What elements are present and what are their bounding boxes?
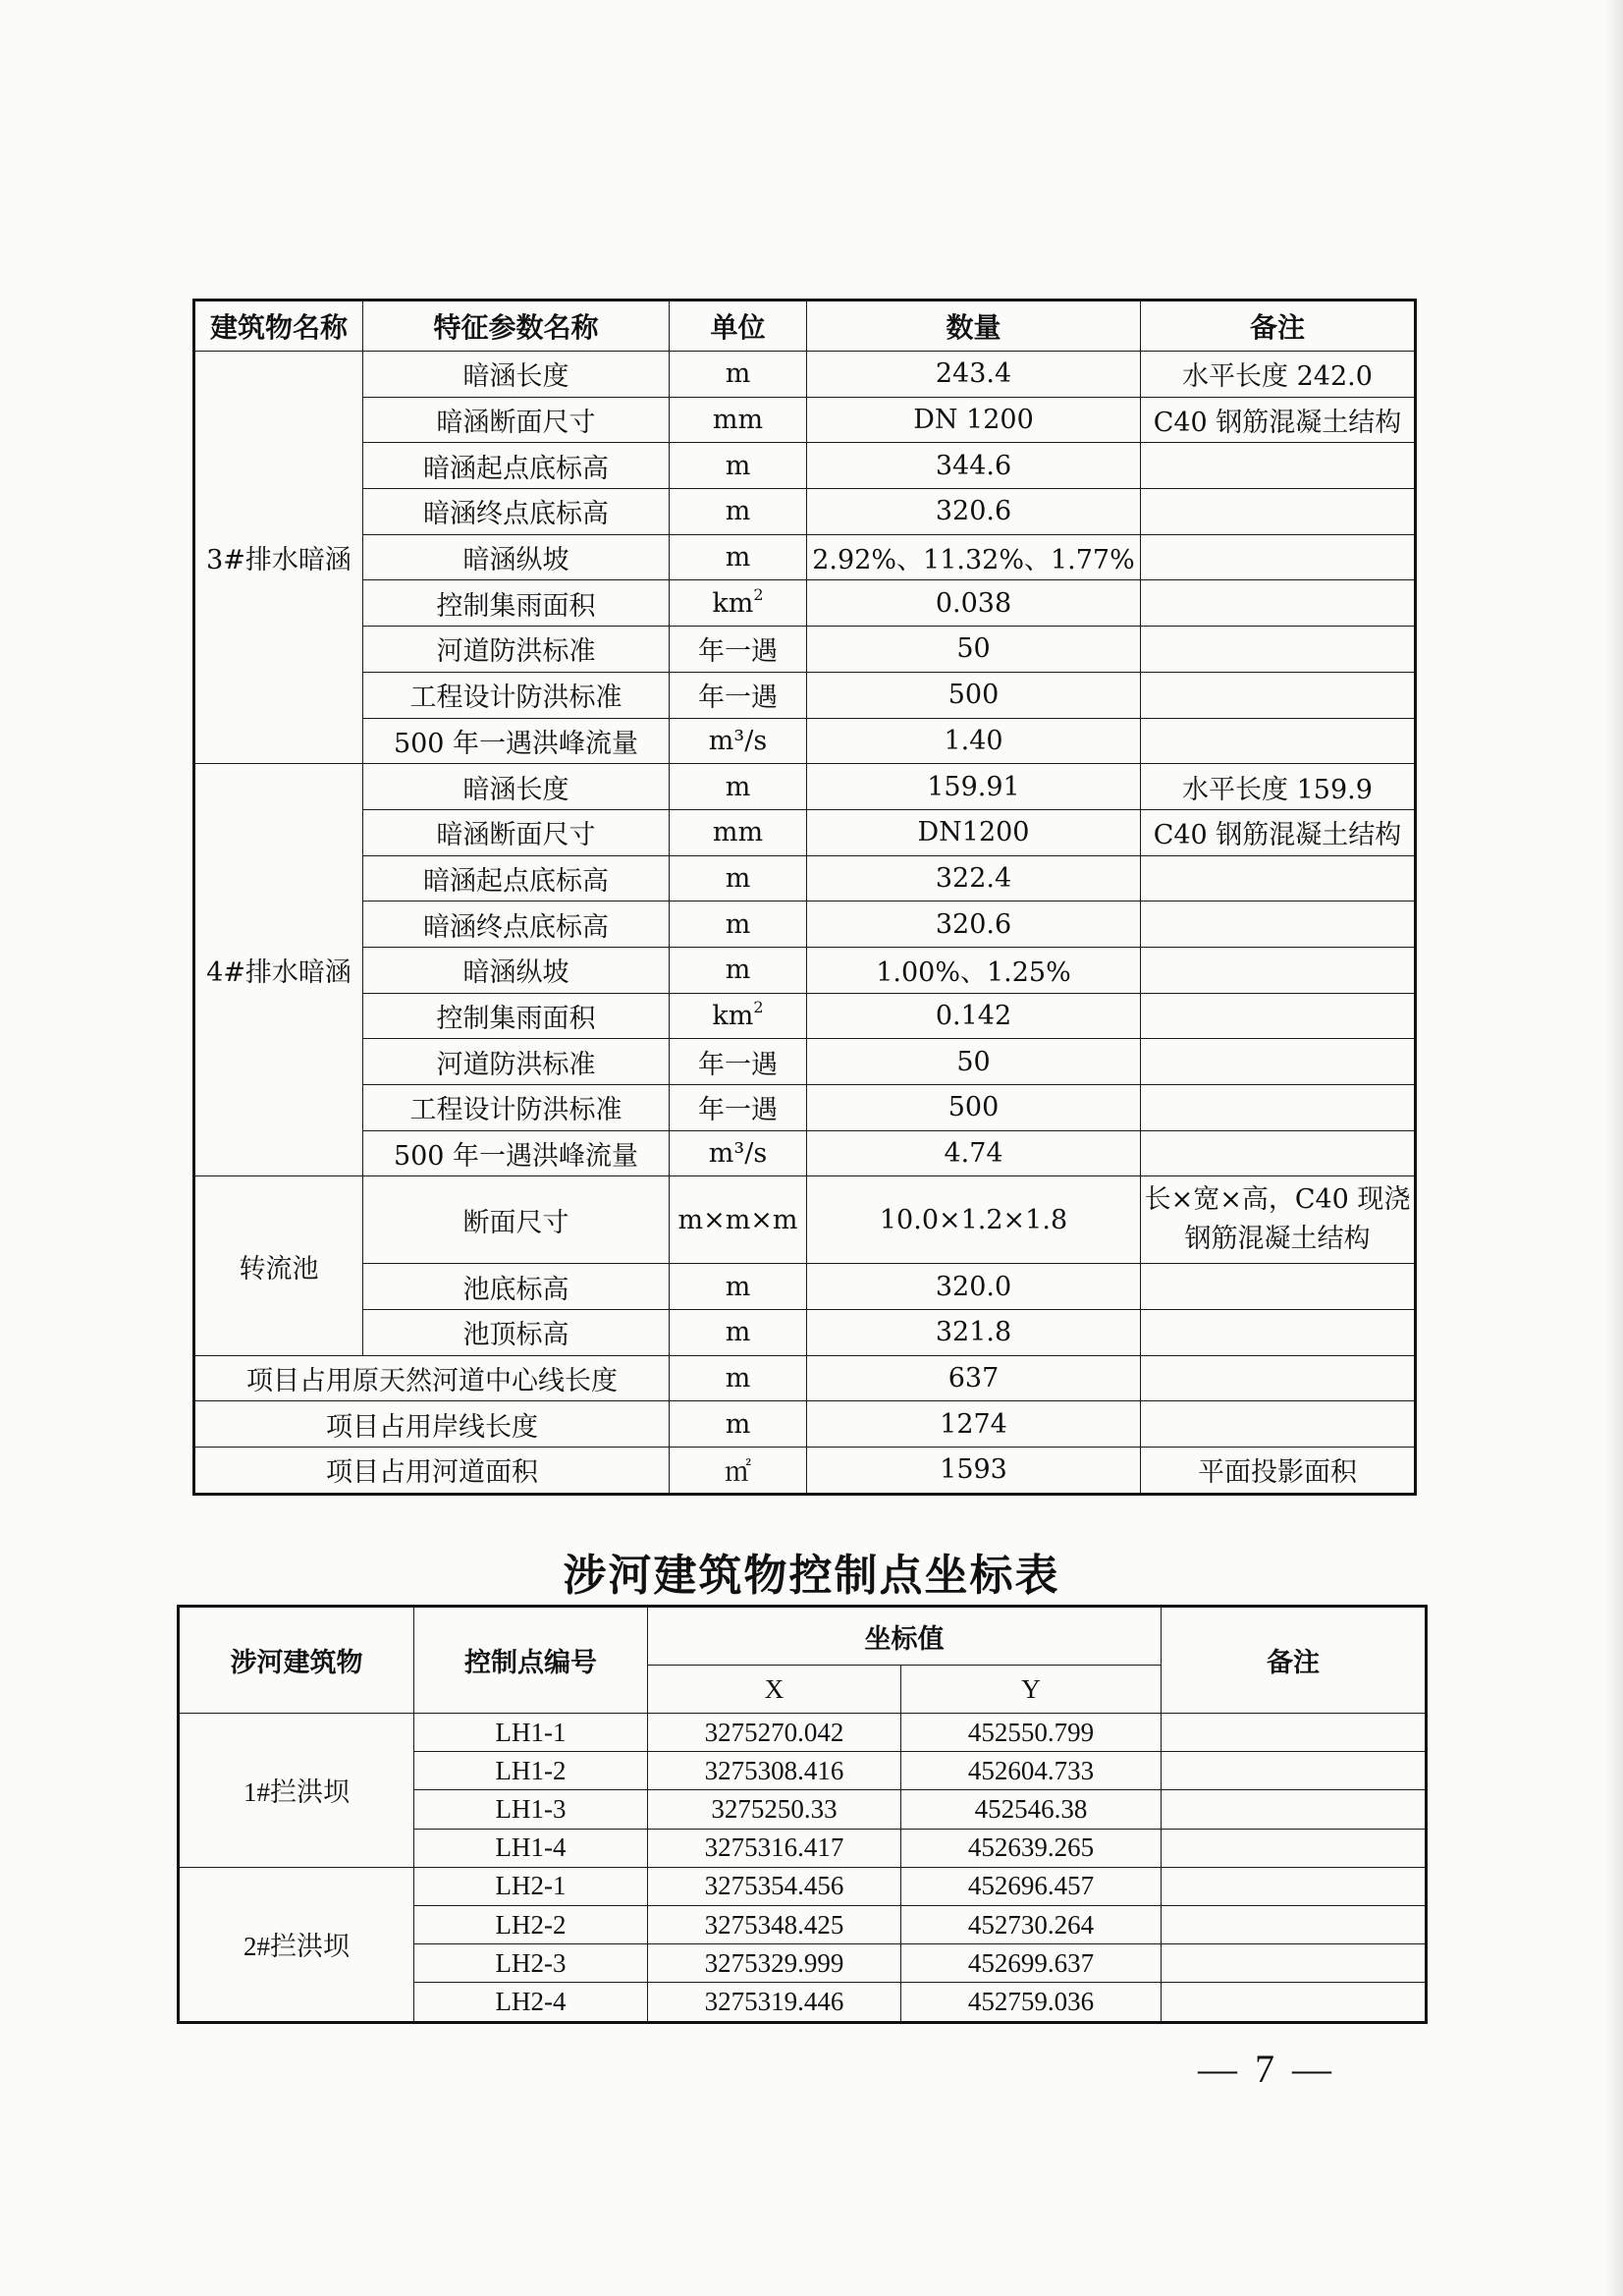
param-name-cell: 暗涵终点底标高 — [363, 902, 670, 948]
y-coordinate-cell: 452546.38 — [901, 1790, 1162, 1829]
header-point-id: 控制点编号 — [414, 1607, 648, 1714]
feature-parameter-table — [192, 299, 1417, 1496]
table-row — [194, 855, 1416, 902]
quantity-cell: 320.6 — [807, 489, 1141, 535]
remark-cell: C40 钢筋混凝土结构 — [1141, 809, 1416, 855]
remark-cell — [1141, 1039, 1416, 1085]
remark-cell — [1141, 672, 1416, 718]
table-row — [194, 764, 1416, 810]
header-unit: 单位 — [670, 301, 807, 352]
quantity-cell: 320.0 — [807, 1264, 1141, 1310]
unit-cell — [670, 1310, 807, 1356]
remark-cell — [1162, 1714, 1427, 1752]
quantity-cell: 0.038 — [807, 580, 1141, 627]
table-row — [194, 1310, 1416, 1356]
param-name-cell: 暗涵纵坡 — [363, 534, 670, 580]
unit-cell — [670, 855, 807, 902]
unit-text: m — [725, 1271, 751, 1302]
remark-cell: 平面投影面积 — [1141, 1448, 1416, 1495]
unit-text: m³/s — [708, 725, 768, 756]
remark-cell — [1141, 1401, 1416, 1448]
remark-cell — [1141, 993, 1416, 1039]
remark-cell — [1141, 1310, 1416, 1356]
quantity-cell: 500 — [807, 1085, 1141, 1131]
remark-cell — [1162, 1790, 1427, 1829]
table-row — [194, 1176, 1416, 1264]
remark-cell: 水平长度 159.9 — [1141, 764, 1416, 810]
summary-row — [194, 1401, 1416, 1448]
point-id-cell: LH1-3 — [414, 1790, 648, 1829]
y-coordinate-cell: 452696.457 — [901, 1867, 1162, 1905]
unit-text: m — [725, 542, 751, 574]
point-id-cell: LH2-3 — [414, 1944, 648, 1983]
table-row — [194, 1039, 1416, 1085]
quantity-cell: 50 — [807, 1039, 1141, 1085]
table-row — [194, 718, 1416, 764]
param-name-cell: 控制集雨面积 — [363, 580, 670, 627]
remark-cell — [1141, 580, 1416, 627]
unit-text: m — [725, 358, 751, 390]
unit-cell — [670, 718, 807, 764]
quantity-cell: 1274 — [807, 1401, 1141, 1448]
header-param-name: 特征参数名称 — [363, 301, 670, 352]
param-name-cell: 暗涵长度 — [363, 352, 670, 398]
quantity-cell: 320.6 — [807, 902, 1141, 948]
point-id-cell: LH2-4 — [414, 1983, 648, 2022]
remark-cell — [1162, 1867, 1427, 1905]
unit-cell: ㎡ — [670, 1448, 807, 1495]
point-id-cell: LH1-2 — [414, 1752, 648, 1790]
param-name-cell: 500 年一遇洪峰流量 — [363, 718, 670, 764]
remark-cell — [1141, 1130, 1416, 1176]
remark-cell — [1162, 1905, 1427, 1943]
unit-cell — [670, 1039, 807, 1085]
x-coordinate-cell: 3275250.33 — [648, 1790, 901, 1829]
unit-cell — [670, 534, 807, 580]
remark-line-2: 钢筋混凝土结构 — [1184, 1224, 1371, 1255]
table-row — [194, 1264, 1416, 1310]
unit-cell — [670, 947, 807, 993]
table-row — [194, 1130, 1416, 1176]
remark-cell — [1141, 443, 1416, 489]
y-coordinate-cell: 452639.265 — [901, 1829, 1162, 1867]
unit-text: m — [725, 955, 751, 986]
point-id-cell: LH2-2 — [414, 1905, 648, 1943]
remark-cell — [1141, 718, 1416, 764]
unit-cell: m — [670, 1401, 807, 1448]
param-name-cell: 断面尺寸 — [363, 1176, 670, 1264]
unit-text: mm — [712, 817, 764, 848]
unit-cell: m — [670, 1355, 807, 1401]
unit-cell — [670, 764, 807, 810]
remark-cell — [1141, 1355, 1416, 1401]
param-name-cell: 暗涵起点底标高 — [363, 855, 670, 902]
table-row — [194, 534, 1416, 580]
remark-cell — [1162, 1983, 1427, 2022]
building-name-cell: 3#排水暗涵 — [194, 352, 363, 764]
param-name-cell: 池底标高 — [363, 1264, 670, 1310]
quantity-cell: 637 — [807, 1355, 1141, 1401]
x-coordinate-cell: 3275354.456 — [648, 1867, 901, 1905]
table-row — [194, 902, 1416, 948]
param-name-cell: 500 年一遇洪峰流量 — [363, 1130, 670, 1176]
quantity-cell: 4.74 — [807, 1130, 1141, 1176]
param-name-cell: 暗涵起点底标高 — [363, 443, 670, 489]
page-number: — 7 — — [1198, 2047, 1335, 2091]
point-id-cell: LH1-4 — [414, 1829, 648, 1867]
header-x: X — [648, 1666, 901, 1714]
table-row — [179, 1867, 1427, 1905]
remark-cell: C40 钢筋混凝土结构 — [1141, 397, 1416, 443]
x-coordinate-cell: 3275308.416 — [648, 1752, 901, 1790]
remark-cell — [1162, 1752, 1427, 1790]
building-name-cell: 1#拦洪坝 — [179, 1714, 414, 1868]
unit-text: m — [725, 496, 751, 527]
quantity-cell: DN1200 — [807, 809, 1141, 855]
unit-cell — [670, 580, 807, 627]
summary-label-cell: 项目占用原天然河道中心线长度 — [194, 1355, 670, 1401]
unit-cell — [670, 993, 807, 1039]
header-coordinate: 坐标值 — [648, 1607, 1162, 1666]
x-coordinate-cell: 3275316.417 — [648, 1829, 901, 1867]
unit-text: 年一遇 — [698, 683, 778, 714]
param-name-cell: 池顶标高 — [363, 1310, 670, 1356]
building-name-cell: 4#排水暗涵 — [194, 764, 363, 1176]
unit-cell — [670, 1130, 807, 1176]
remark-cell — [1141, 1176, 1416, 1264]
remark-cell — [1141, 627, 1416, 673]
header-remark: 备注 — [1141, 301, 1416, 352]
table-row — [194, 947, 1416, 993]
unit-cell — [670, 1085, 807, 1131]
table-row — [194, 809, 1416, 855]
param-name-cell: 暗涵断面尺寸 — [363, 397, 670, 443]
unit-cell — [670, 627, 807, 673]
unit-superscript: 2 — [753, 584, 764, 604]
unit-cell — [670, 443, 807, 489]
summary-label-cell: 项目占用岸线长度 — [194, 1401, 670, 1448]
unit-cell — [670, 352, 807, 398]
param-name-cell: 暗涵终点底标高 — [363, 489, 670, 535]
unit-cell — [670, 902, 807, 948]
quantity-cell: 2.92%、11.32%、1.77% — [807, 534, 1141, 580]
unit-text: km — [712, 1000, 754, 1031]
remark-cell — [1162, 1829, 1427, 1867]
x-coordinate-cell: 3275270.042 — [648, 1714, 901, 1752]
remark-line-1: 长×宽×高，C40 现浇 — [1144, 1184, 1411, 1216]
header-building: 涉河建筑物 — [179, 1607, 414, 1714]
header-quantity: 数量 — [807, 301, 1141, 352]
remark-cell — [1141, 947, 1416, 993]
coordinate-table-title: 涉河建筑物控制点坐标表 — [563, 1551, 1060, 1601]
table-row — [194, 443, 1416, 489]
remark-cell — [1141, 902, 1416, 948]
x-coordinate-cell: 3275348.425 — [648, 1905, 901, 1943]
quantity-cell: 159.91 — [807, 764, 1141, 810]
table-row — [194, 627, 1416, 673]
param-name-cell: 河道防洪标准 — [363, 1039, 670, 1085]
table-header-row — [194, 301, 1416, 352]
quantity-cell: 500 — [807, 672, 1141, 718]
unit-text: m×m×m — [677, 1204, 798, 1235]
unit-text: 年一遇 — [698, 1049, 778, 1080]
unit-cell — [670, 1264, 807, 1310]
x-coordinate-cell: 3275319.446 — [648, 1983, 901, 2022]
page-edge-shadow — [1605, 0, 1623, 2296]
x-coordinate-cell: 3275329.999 — [648, 1944, 901, 1983]
building-name-cell: 转流池 — [194, 1176, 363, 1355]
table-row — [194, 489, 1416, 535]
y-coordinate-cell: 452759.036 — [901, 1983, 1162, 2022]
unit-text: m — [725, 1317, 751, 1348]
unit-cell — [670, 809, 807, 855]
y-coordinate-cell: 452550.799 — [901, 1714, 1162, 1752]
y-coordinate-cell: 452604.733 — [901, 1752, 1162, 1790]
table-header-row — [179, 1607, 1427, 1666]
header-y: Y — [901, 1666, 1162, 1714]
param-name-cell: 暗涵长度 — [363, 764, 670, 810]
control-point-coordinate-table — [177, 1605, 1428, 2024]
unit-text: m — [725, 908, 751, 940]
quantity-cell: 344.6 — [807, 443, 1141, 489]
param-name-cell: 暗涵断面尺寸 — [363, 809, 670, 855]
point-id-cell: LH2-1 — [414, 1867, 648, 1905]
unit-cell — [670, 1176, 807, 1264]
summary-row — [194, 1355, 1416, 1401]
table-row — [179, 1714, 1427, 1752]
unit-superscript: 2 — [753, 997, 764, 1016]
header-remark: 备注 — [1162, 1607, 1427, 1714]
quantity-cell: 322.4 — [807, 855, 1141, 902]
unit-cell — [670, 672, 807, 718]
unit-text: m — [725, 771, 751, 802]
unit-text: m³/s — [708, 1138, 768, 1170]
table-row — [194, 672, 1416, 718]
unit-text: m — [725, 450, 751, 481]
summary-label-cell: 项目占用河道面积 — [194, 1448, 670, 1495]
y-coordinate-cell: 452699.637 — [901, 1944, 1162, 1983]
remark-cell — [1141, 855, 1416, 902]
unit-text: mm — [712, 405, 764, 436]
unit-text: m — [725, 862, 751, 894]
param-name-cell: 控制集雨面积 — [363, 993, 670, 1039]
quantity-cell: 243.4 — [807, 352, 1141, 398]
unit-text: 年一遇 — [698, 636, 778, 668]
unit-cell — [670, 397, 807, 443]
quantity-cell: 1.00%、1.25% — [807, 947, 1141, 993]
remark-cell — [1141, 489, 1416, 535]
unit-text: km — [712, 587, 754, 619]
remark-cell — [1141, 534, 1416, 580]
remark-cell — [1162, 1944, 1427, 1983]
param-name-cell: 工程设计防洪标准 — [363, 672, 670, 718]
param-name-cell: 河道防洪标准 — [363, 627, 670, 673]
summary-row — [194, 1448, 1416, 1495]
table-row — [194, 993, 1416, 1039]
point-id-cell: LH1-1 — [414, 1714, 648, 1752]
table-row — [194, 397, 1416, 443]
param-name-cell: 工程设计防洪标准 — [363, 1085, 670, 1131]
param-name-cell: 暗涵纵坡 — [363, 947, 670, 993]
quantity-cell: 1.40 — [807, 718, 1141, 764]
table-row — [194, 1085, 1416, 1131]
quantity-cell: 1593 — [807, 1448, 1141, 1495]
quantity-cell: 321.8 — [807, 1310, 1141, 1356]
header-building-name: 建筑物名称 — [194, 301, 363, 352]
table-row — [194, 580, 1416, 627]
y-coordinate-cell: 452730.264 — [901, 1905, 1162, 1943]
unit-text: 年一遇 — [698, 1095, 778, 1126]
unit-cell — [670, 489, 807, 535]
quantity-cell: DN 1200 — [807, 397, 1141, 443]
remark-cell: 水平长度 242.0 — [1141, 352, 1416, 398]
quantity-cell: 10.0×1.2×1.8 — [807, 1176, 1141, 1264]
quantity-cell: 0.142 — [807, 993, 1141, 1039]
remark-cell — [1141, 1085, 1416, 1131]
remark-cell — [1141, 1264, 1416, 1310]
quantity-cell: 50 — [807, 627, 1141, 673]
building-name-cell: 2#拦洪坝 — [179, 1867, 414, 2022]
table-row — [194, 352, 1416, 398]
